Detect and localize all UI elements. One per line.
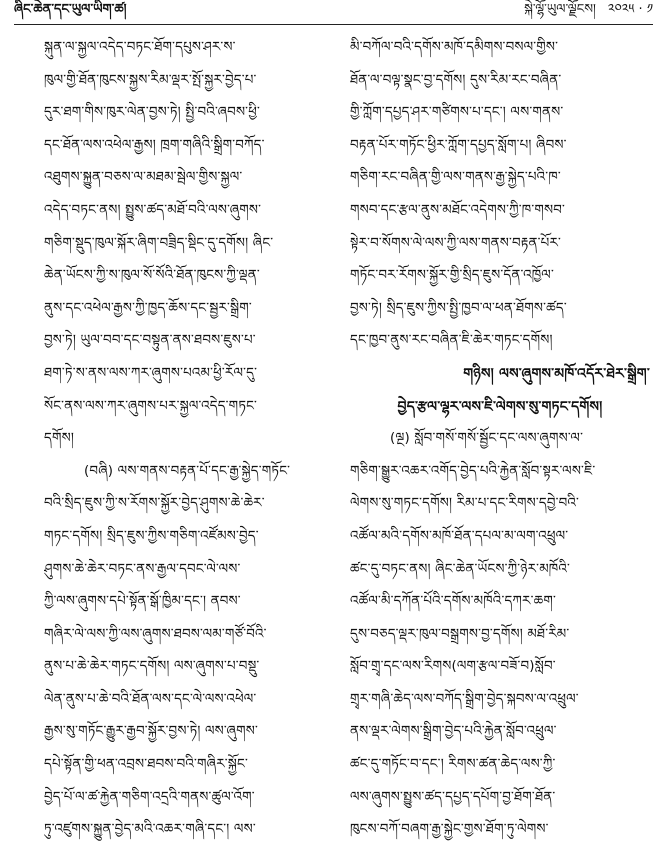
text-line: བྱས་ཏེ། ཡུལ་བབ་དང་བསྟུན་ནས་ཐབས་ཇུས་པ་ [44, 333, 256, 349]
text-line: དུར་ཐག་གིས་ཁུར་ལེན་བྱས་ཏེ། སྤྱི་བའི་ཞབས་ཕྱི་ [44, 105, 260, 121]
text-line: གཅིག་སྒྱུར་འཆར་འགོད་བྱེད་པའི་རྐྱེན་སློབ་སྟར་ལས་ཇི་ [350, 463, 596, 479]
text-line: གཏོང་བར་རོགས་སྐྱོར་གྱི་སྲིད་ཇུས་དོན་འཁྱོལ་ [350, 268, 554, 284]
text-line: ནུས་དང་འཕེལ་རྒྱས་ཀྱི་ཁྱད་ཆོས་དང་སྦྱར་སྒྲིག་ [44, 300, 252, 316]
text-line: འདེད་བཏང་ནས། སྤྱུས་ཚད་མཐོ་བའི་ལས་ཞུགས་ [44, 202, 262, 218]
text-line: རྒྱས་སུ་གཏོང་རྒྱུར་རྒྱབ་སྐྱོར་བྱས་ཏེ། ལས་ཞུགས་ [44, 724, 258, 740]
text-line: ཀྱི་ལས་ཞུགས་དཔེ་སྟོན་སྒོ་ཁྱིམ་དང་། ནབས་ [44, 594, 241, 610]
text-line: ཤུགས་ཆེ་ཆེར་བཏང་ནས་རྒྱལ་དབང་ལེ་ལས་ [44, 561, 241, 577]
text-line: དཔེ་སྟོན་གྱི་ཕན་འབྲས་ཐབས་བའི་གཞིར་སྐྱོང་ [44, 757, 248, 773]
text-line: གྱི་ཀློག་དཔྱད་ཤར་གཙིགས་པ་དང་། ལས་གནས་ [350, 105, 564, 121]
paragraph-start-line: (ལྔ) སློབ་གསོ་གསོ་སྦྱོང་དང་ལས་ཞུགས་ལ་ [390, 431, 584, 447]
right-column [350, 32, 650, 860]
text-line: ནུས་པ་ཆེ་ཆེར་གཏང་དགོས། ལས་ཞུགས་པ་བསྡུ་ [44, 659, 260, 675]
text-line: གཅིག་རང་བཞིན་གྱི་ལས་གནས་རྒྱ་སྐྱེད་པའི་ཁ་ [350, 170, 561, 186]
text-line: ཚང་དུ་གཏོང་བ་དང་། རིགས་ཚན་ཆེད་ལས་ཀྱི་ [350, 757, 556, 773]
text-line: གཞིར་ལེ་ལས་ཀྱི་ལས་ཞུགས་ཐབས་ལམ་གཙོ་བོའི་ [44, 626, 267, 642]
text-line: དགོས། [44, 431, 74, 447]
text-line: སློབ་གྲྭ་དང་ལས་རིགས(ལག་རྩལ་བཟོ་བ)སློབ་ [350, 659, 556, 675]
text-line: གྲྭར་གཞི་ཆེད་ལས་བཀོད་སྒྲིག་བྱེད་སྐབས་ལ་འཕྲུལ་ [350, 691, 579, 707]
header-right [524, 0, 653, 25]
text-line: ཆེན་ཡོངས་ཀྱི་ས་ཁུལ་སོ་སོའི་ཐོན་ཁུངས་ཀྱི་ལྡན་ [44, 268, 260, 284]
header-issue-number: ༢༠༢༥ · ༡ [607, 1, 653, 17]
section-heading-line-2: བྱེད་རྩལ་ལྷར་ལས་ཇི་ལེགས་སུ་གཏང་དགོས། [397, 398, 603, 415]
text-line: འཚོལ་མི་དཀོན་པོའི་དགོས་མཁོའི་དཀར་ཆག་ [350, 594, 556, 610]
text-line: བརྟན་པོར་གཏོང་ཕྱིར་ཀློག་དཔྱད་སློག་པ། ཞིབས་ [350, 137, 567, 153]
text-line: འཚོལ་མའི་དགོས་མཁོ་ཐོན་དཔལ་མ་ལག་འཕྲུལ་ [350, 528, 569, 544]
text-line: དུས་བཅད་ལྡར་ཁུལ་བསྒྲགས་བྱ་དགོས། མཐོ་རིམ་ [350, 626, 570, 642]
text-line: གཏང་དགོས། སྲིད་ཇུས་ཀྱིས་གཅིག་འཛོམས་བྱེད་ [44, 528, 259, 544]
paragraph-start-line: (བཞི) ལས་གནས་བརྟན་པོ་དང་རྒྱ་སྐྱེད་གཏོང་ [84, 463, 291, 479]
text-line: ཁུལ་གྱི་ཐོན་ཁུངས་སྐྱས་རིམ་ལྡར་སྤོ་སྐྱར་བྱེད་པ་ [44, 72, 257, 88]
header-journal-title: སྐེ་ལྷོ་ཡུལ་ལྗོངས། [524, 1, 596, 17]
text-line: གཅིག་སྡུད་ཁུལ་སྐོར་ཞིག་བཟྲིད་སྡིང་དུ་དགོས། ཞིང་ [44, 235, 274, 251]
text-line: ལེན་ནུས་པ་ཆེ་བའི་ཐོན་ལས་དང་ལེ་ལས་འཕེལ་ [44, 691, 257, 707]
left-column [44, 32, 326, 860]
text-line: སྐུན་ལ་སྐྱལ་འདེད་བཏང་ཐོག་དཔུས་ཤར་ས་ [44, 40, 236, 55]
text-line: ནས་ལྡར་ལེགས་སྒྲིག་བྱེད་པའི་རྐྱེན་སློབ་འཕྲུལ་ [350, 724, 557, 740]
text-line: བའི་སྲིད་ཇུས་ཀྱི་ས་རོགས་སྐྱོར་བྱེད་ཤུགས་ཆེ་ཆེར་ [44, 496, 265, 512]
text-line: སྟེར་བ་སོགས་ལེ་ལས་ཀྱི་ལས་གནས་བརྟན་པོར་ [350, 235, 562, 251]
text-line: བྱས་ཏེ། སྲིད་ཇུས་ཀྱིས་སྤྱི་ཁྱབ་ལ་ཕན་ཐོགས་ཚད་ [350, 300, 567, 316]
text-line: ཐོན་ལ་བལྟ་སྣང་བྱ་དགོས། དུས་རིམ་རང་བཞིན་ [350, 72, 562, 88]
text-line: འཐུགས་སྐྱུན་བཅས་ལ་མཐམ་སྦེལ་གྱིས་སྐྱལ་ [44, 170, 243, 186]
text-line: བྱེད་པོ་ལ་ཚ་རྐྱེན་གཅིག་འདྲའི་གནས་ཚུལ་འོག་ [44, 789, 255, 805]
text-line: ལས་ཞུགས་སྤྱུས་ཚད་དཔྱད་དཔོག་བྱ་ཐོག་ཐོན་ [350, 789, 556, 805]
text-line: དང་ཐོན་ལས་འཕེལ་རྒྱས། ཁྲག་གཞིའི་སྒྲིག་བཀོད་ [44, 137, 265, 153]
text-line: ཏུ་འཛུགས་སྐྱུན་བྱེད་མའི་འཆར་གཞི་དང་། ལས་ [44, 822, 256, 838]
text-line: ཐག་ཏེ་ས་ནས་ལས་ཀར་ཞུགས་པའམ་ཕྱི་རོལ་དུ་ [44, 365, 258, 381]
text-line: གསབ་དང་རྩལ་ནུས་མཐོང་འདེགས་ཀྱི་ཁ་གསབ་ [350, 202, 566, 218]
running-header [14, 0, 653, 25]
text-line: མི་བཀོལ་བའི་དགོས་མཁོ་དམིགས་བསལ་གྱིས་ [350, 40, 559, 55]
text-line: དང་ཁྱབ་ནུས་རང་བཞིན་ཇི་ཆེར་གཏང་དགོས། [350, 333, 553, 349]
text-line: ཚང་དུ་བཏང་ནས། ཞིང་ཆེན་ཡོངས་ཀྱི་ཉེར་མཁོའི་ [350, 561, 571, 577]
section-heading-line-1: གཉིས། ལས་ཞུགས་མཁོ་འདོར་ཐེར་སྒྲིག་ [463, 365, 650, 382]
text-line: ཁུངས་བཀོ་བཞག་རྒྱ་སྐྱེང་གྱས་ཐོག་ཏུ་ལེགས་ [350, 822, 549, 838]
header-left-title: ཞིང་ཆེན་དང་ཡུལ་ཡིག་ཚ། [14, 1, 127, 17]
text-line: ལེགས་སུ་གཏང་དགོས། རིམ་པ་དང་རིགས་དབྱེ་བའི་ [350, 496, 580, 512]
text-line: སོང་ནས་ལས་ཀར་ཞུགས་པར་སྐྱལ་འདེད་གཏང་ [44, 398, 258, 414]
